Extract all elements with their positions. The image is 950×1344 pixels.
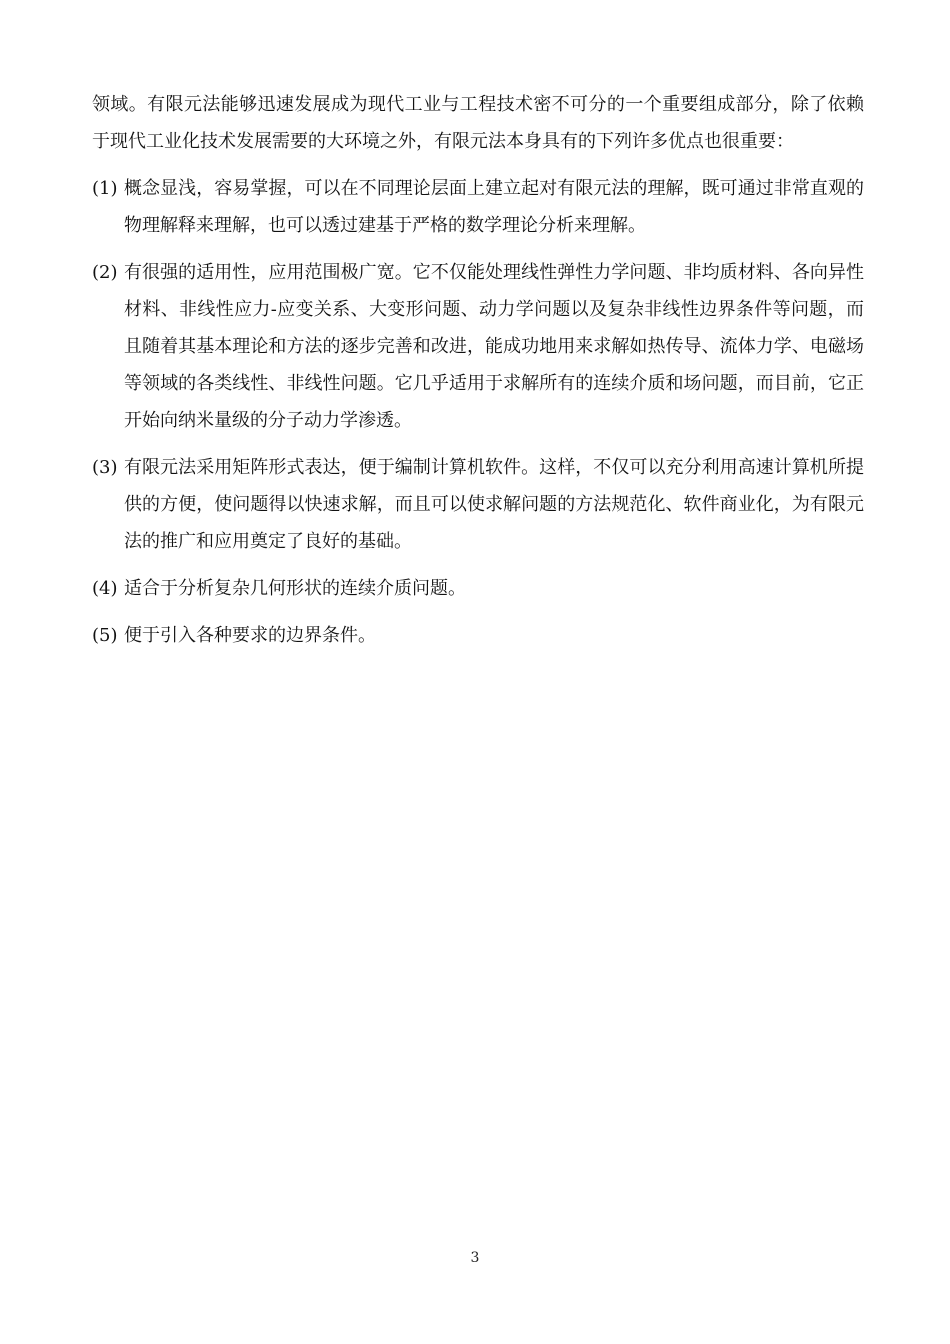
intro-paragraph: 领域。有限元法能够迅速发展成为现代工业与工程技术密不可分的一个重要组成部分，除了依赖于现代工业化技术发展需要的大环境之外，有限元法本身具有的下列许多优点也很重要： (92, 94, 864, 152)
list-item-text: 有很强的适用性，应用范围极广宽。它不仅能处理线性弹性力学问题、非均质材料、各向异性材料、非线性应力-应变关系、大变形问题、动力学问题以及复杂非线性边界条件等问题，而且随着其基本理论和方法的逐步完善和改进，能成功地用来求解如热传导、流体力学、电磁场等领域的各类线性、非线性问题。它几乎适用于求解所有的连续介质和场问题，而目前，它正开始向纳米量级的分子动力学渗透。 (124, 262, 864, 431)
list-item-text: 有限元法采用矩阵形式表达，便于编制计算机软件。这样，不仅可以充分利用高速计算机所提供的方便，使问题得以快速求解，而且可以使求解问题的方法规范化、软件商业化，为有限元法的推广和应用奠定了良好的基础。 (124, 457, 864, 552)
list-item-number: (4) (92, 578, 118, 599)
page-body (92, 86, 864, 664)
list-item (92, 570, 864, 607)
list-item-text: 便于引入各种要求的边界条件。 (124, 625, 376, 646)
list-item-number: (3) (92, 457, 118, 478)
page-number: 3 (470, 1250, 480, 1266)
list-item-number: (5) (92, 625, 118, 646)
list-item-text: 适合于分析复杂几何形状的连续介质问题。 (124, 578, 466, 599)
list-item-text: 概念显浅，容易掌握，可以在不同理论层面上建立起对有限元法的理解，既可通过非常直观的物理解释来理解，也可以透过建基于严格的数学理论分析来理解。 (124, 178, 864, 236)
list-item-number: (2) (92, 262, 118, 283)
list-item-number: (1) (92, 178, 118, 199)
list-item (92, 449, 864, 560)
list-item (92, 254, 864, 439)
list-item (92, 170, 864, 244)
list-item (92, 617, 864, 654)
